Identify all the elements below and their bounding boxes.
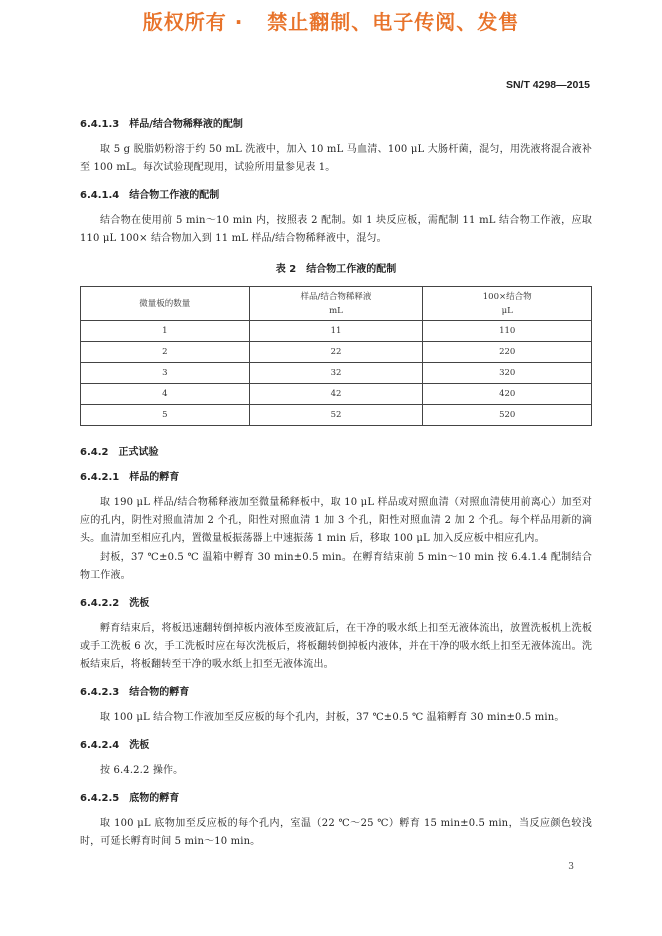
table-cell: 32 — [249, 363, 423, 384]
heading-6-4-1-3: 6.4.1.3 样品/结合物稀释液的配制 — [80, 119, 243, 130]
header-unit: mL — [329, 305, 343, 316]
document-body — [80, 116, 592, 851]
standard-number: SN/T 4298—2015 — [505, 79, 590, 91]
paragraph-6-4-1-3: 取 5 g 脱脂奶粉溶于约 50 mL 洗液中，加入 10 mL 马血清、100 μL 大肠杆菌，混匀，用洗液将混合液补至 100 mL。每次试验现配现用，试验所用量参见表 1。 — [80, 144, 592, 173]
paragraph-6-4-2-1-b: 封板，37 ℃±0.5 ℃ 温箱中孵育 30 min±0.5 min。在孵育结束前 5 min～10 min 按 6.4.1.4 配制结合物工作液。 — [80, 552, 592, 581]
heading-6-4-2-5: 6.4.2.5 底物的孵育 — [80, 793, 180, 804]
table-header-cell — [81, 287, 250, 321]
table-cell: 320 — [423, 363, 592, 384]
table-2 — [80, 286, 592, 426]
table-cell: 110 — [423, 321, 592, 342]
paragraph-6-4-2-5: 取 100 μL 底物加至反应板的每个孔内，室温（22 ℃～25 ℃）孵育 15 min±0.5 min，当反应颜色较浅时，可延长孵育时间 5 min～10 min。 — [80, 818, 592, 847]
header-line: 样品/结合物稀释液 — [300, 291, 372, 302]
table-2-caption: 表 2 结合物工作液的配制 — [275, 264, 397, 275]
heading-6-4-2-2: 6.4.2.2 洗板 — [80, 598, 150, 609]
table-row — [81, 342, 592, 363]
table-cell: 2 — [81, 342, 250, 363]
table-cell: 520 — [423, 405, 592, 426]
paragraph-6-4-2-4: 按 6.4.2.2 操作。 — [100, 765, 184, 776]
table-cell: 3 — [81, 363, 250, 384]
paragraph-6-4-2-2: 孵育结束后，将板迅速翻转倒掉板内液体至废液缸后，在干净的吸水纸上扣至无液体流出，放置洗板机上洗板或手工洗板 6 次，手工洗板时应在每次洗板后，将板翻转倒掉板内液体，并在干净的吸水纸上扣至无液体流出。洗板结束后，将板翻转至干净的吸水纸上扣至无液体流出。 — [80, 623, 592, 670]
table-cell: 420 — [423, 384, 592, 405]
heading-6-4-2: 6.4.2 正式试验 — [80, 447, 159, 458]
header-line: 微量板的数量 — [139, 298, 191, 309]
table-row — [81, 384, 592, 405]
table-header-cell — [249, 287, 423, 321]
page-number: 3 — [568, 862, 574, 872]
heading-6-4-2-1: 6.4.2.1 样品的孵育 — [80, 472, 180, 483]
paragraph-6-4-2-1-a: 取 190 μL 样品/结合物稀释液加至微量稀释板中，取 10 μL 样品或对照血清（对照血清使用前离心）加至对应的孔内，阴性对照血清加 2 个孔，阳性对照血清 1 加 3 个孔，阳性对照血清 2 加 2 个孔。每个样品用新的滴头。血清加至相应孔内，置微量板振荡器上中速振荡 1 min 后，移取 100 μL 加入反应板中相应孔内。 — [80, 497, 592, 544]
table-cell: 22 — [249, 342, 423, 363]
table-cell: 11 — [249, 321, 423, 342]
table-row — [81, 405, 592, 426]
table-cell: 5 — [81, 405, 250, 426]
heading-6-4-2-4: 6.4.2.4 洗板 — [80, 740, 150, 751]
table-cell: 220 — [423, 342, 592, 363]
table-row — [81, 321, 592, 342]
table-header-cell — [423, 287, 592, 321]
paragraph-6-4-1-4: 结合物在使用前 5 min～10 min 内，按照表 2 配制。如 1 块反应板，需配制 11 mL 结合物工作液，应取 110 μL 100× 结合物加入到 11 mL 样品/结合物稀释液中，混匀。 — [80, 215, 592, 244]
table-cell: 4 — [81, 384, 250, 405]
watermark-text: 版权所有 · 禁止翻制、电子传阅、发售 — [142, 10, 520, 34]
header-unit: μL — [501, 305, 513, 316]
heading-6-4-1-4: 6.4.1.4 结合物工作液的配制 — [80, 190, 220, 201]
table-header-row — [81, 287, 592, 321]
table-row — [81, 363, 592, 384]
table-cell: 52 — [249, 405, 423, 426]
heading-6-4-2-3: 6.4.2.3 结合物的孵育 — [80, 687, 190, 698]
table-cell: 42 — [249, 384, 423, 405]
table-cell: 1 — [81, 321, 250, 342]
header-line: 100×结合物 — [482, 291, 532, 302]
paragraph-6-4-2-3: 取 100 μL 结合物工作液加至反应板的每个孔内，封板，37 ℃±0.5 ℃ 温箱孵育 30 min±0.5 min。 — [100, 712, 565, 723]
